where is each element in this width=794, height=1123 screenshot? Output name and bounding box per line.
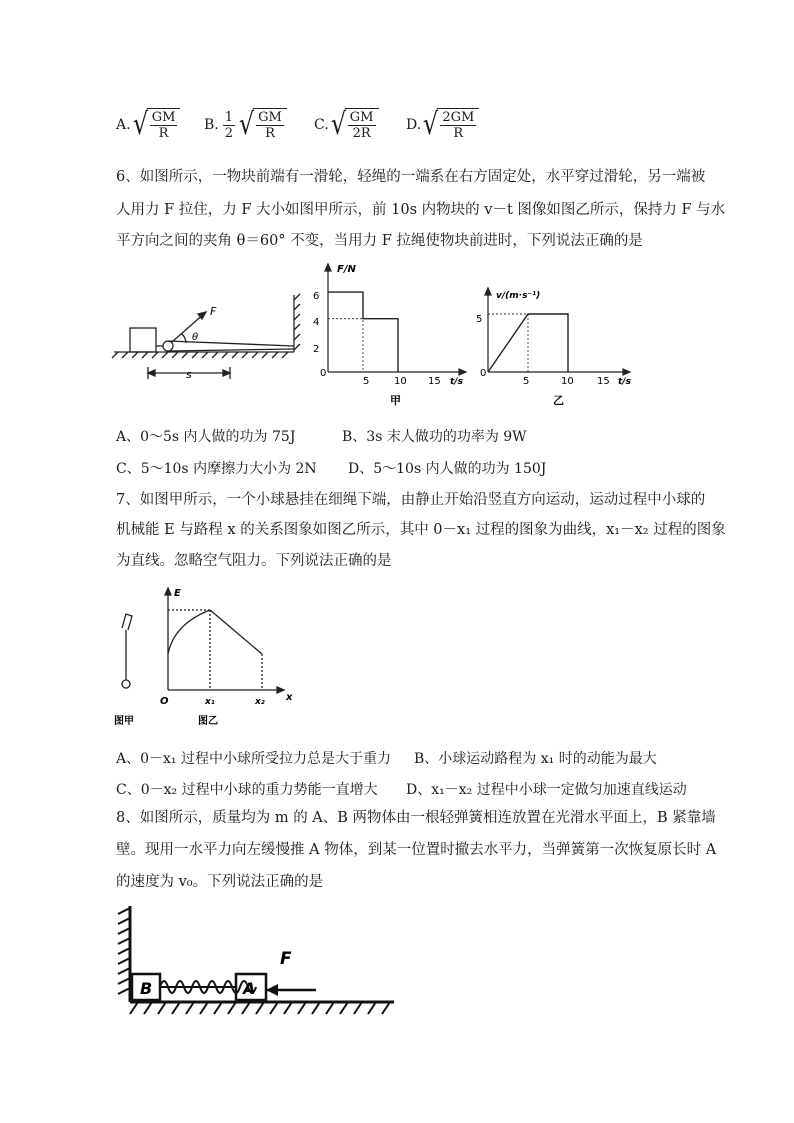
coefficient: [223, 110, 235, 141]
q6-block-diagram: [112, 294, 300, 379]
numerator: 1: [224, 109, 234, 125]
option-label: A.: [116, 117, 131, 133]
rope: [168, 349, 294, 351]
q6-line-1: 6、如图所示，一物块前端有一滑轮，轻绳的一端系在右方固定处，水平穿过滑轮，另一端被: [116, 169, 706, 185]
ball: [122, 680, 130, 688]
jia-origin-tick: 0: [320, 368, 327, 379]
x2-label: x₂: [255, 697, 265, 707]
pulley: [163, 341, 173, 351]
jia-caption: 甲: [390, 394, 401, 407]
q6-figure: [110, 260, 650, 410]
x1-label: x₁: [205, 697, 215, 707]
q6-line-3: 平方向之间的夹角 θ＝60° 不变，当用力 F 拉绳使物块前进时，下列说法正确的是: [116, 233, 643, 249]
q6-option-a[interactable]: A、0～5s 内人做的功为 75J: [116, 429, 296, 445]
numerator: 2GM: [442, 110, 475, 125]
denominator: 2R: [352, 126, 371, 141]
q7-option-c[interactable]: C、0－x₂ 过程中小球的重力势能一直增大: [116, 782, 378, 798]
ground-hatch: [112, 352, 288, 358]
denominator: R: [265, 126, 275, 141]
option-label: D.: [406, 117, 422, 133]
force-label: F: [280, 949, 292, 969]
force-arrowhead: [266, 984, 278, 996]
force-label: F: [210, 305, 217, 318]
q6-option-d[interactable]: D、5～10s 内人做的功为 150J: [348, 461, 547, 477]
distance-label: s: [186, 368, 192, 381]
v-axis-label: v/(m·s⁻¹): [496, 291, 541, 301]
q7-figure: [110, 580, 310, 730]
q8-figure: [116, 902, 401, 1024]
chart-jia: [325, 264, 466, 375]
q8-line-2: 壁。现用一水平力向左缓慢推 A 物体，到某一位置时撤去水平力，当弹簧第一次恢复原长时 A: [116, 842, 717, 858]
block: [130, 328, 156, 352]
yi-ytick-5: 5: [476, 314, 483, 325]
q7-option-d[interactable]: D、x₁－x₂ 过程中小球一定做匀加速直线运动: [406, 782, 687, 798]
origin-label: O: [160, 696, 169, 707]
q7-line-2: 机械能 E 与路程 x 的关系图象如图乙所示，其中 0－x₁ 过程的图象为曲线，x₁－x₂ 过程的图象: [116, 522, 726, 538]
yi-xtick-15: 15: [597, 376, 610, 387]
numerator: GM: [349, 110, 374, 125]
sqrt-expression: √ $\frac{GM}{R}$: [131, 108, 181, 142]
jia-xtick-5: 5: [363, 376, 370, 387]
jia-ytick-6: 6: [313, 291, 320, 302]
option-label: C.: [314, 117, 329, 133]
yi-t-axis-label: t/s: [618, 377, 631, 387]
denominator: 2: [224, 125, 234, 141]
jia-xtick-10: 10: [394, 376, 407, 387]
q6-option-c[interactable]: C、5～10s 内摩擦力大小为 2N: [116, 461, 317, 477]
jia-series-line: [328, 292, 398, 372]
numerator: GM: [151, 110, 176, 125]
q5-option-a[interactable]: [116, 108, 180, 142]
yi-caption: 乙: [553, 394, 564, 407]
denominator: R: [158, 126, 169, 141]
block-a-label: A: [243, 979, 256, 998]
yi-origin-tick: 0: [480, 368, 487, 379]
q7-option-b[interactable]: B、小球运动路程为 x₁ 时的动能为最大: [414, 751, 657, 767]
sqrt-expression: √ $\frac{GM}{R}$: [237, 108, 287, 142]
denominator: R: [453, 126, 464, 141]
spring: [160, 981, 256, 993]
fig-yi-caption: 图乙: [198, 716, 218, 727]
q7-line-3: 为直线。忽略空气阻力。下列说法正确的是: [116, 553, 392, 569]
q8-line-3: 的速度为 v₀。下列说法正确的是: [116, 874, 324, 890]
angle-label: θ: [192, 332, 199, 343]
q5-option-b[interactable]: [204, 108, 287, 142]
yi-xtick-5: 5: [523, 376, 530, 387]
q5-option-d[interactable]: [406, 108, 479, 142]
q6-option-b[interactable]: B、3s 末人做功的功率为 9W: [342, 429, 527, 445]
q6-line-2: 人用力 F 拉住，力 F 大小如图甲所示，前 10s 内物块的 v－t 图像如图乙所示，保持力 F 与水: [116, 202, 726, 218]
floor-hatch: [130, 1002, 390, 1014]
q8-line-1: 8、如图所示，质量均为 m 的 A、B 两物体由一根轻弹簧相连放置在光滑水平面上，B 紧靠墙: [116, 810, 716, 826]
energy-line: [210, 610, 262, 654]
jia-marks: [328, 292, 398, 372]
e-axis-label: E: [174, 588, 181, 599]
q5-option-c[interactable]: [314, 108, 379, 142]
sqrt-expression: √ $\frac{GM}{2R}$: [329, 108, 379, 142]
jia-t-axis-label: t/s: [450, 377, 463, 387]
jia-ytick-2: 2: [313, 344, 320, 355]
x-axis-label: x: [286, 692, 293, 703]
energy-curve: [168, 610, 210, 654]
jia-xtick-15: 15: [428, 376, 441, 387]
f-axis-label: F/N: [337, 264, 356, 275]
q7-option-a[interactable]: A、0－x₁ 过程中小球所受拉力总是大于重力: [116, 751, 391, 767]
jia-ytick-4: 4: [313, 317, 320, 328]
q7-line-1: 7、如图甲所示，一个小球悬挂在细绳下端，由静止开始沿竖直方向运动，运动过程中小球的: [116, 492, 706, 508]
hook: [122, 614, 132, 630]
chart-yi: [485, 288, 630, 375]
yi-xtick-10: 10: [561, 376, 574, 387]
wall-hatch: [118, 908, 130, 994]
block-b-label: B: [140, 979, 153, 998]
yi-marks: [488, 314, 568, 372]
fig-jia-caption: 图甲: [114, 716, 134, 727]
sqrt-expression: √ $\frac{2GM}{R}$: [421, 108, 479, 142]
numerator: GM: [258, 110, 282, 125]
option-label: B.: [204, 117, 219, 133]
